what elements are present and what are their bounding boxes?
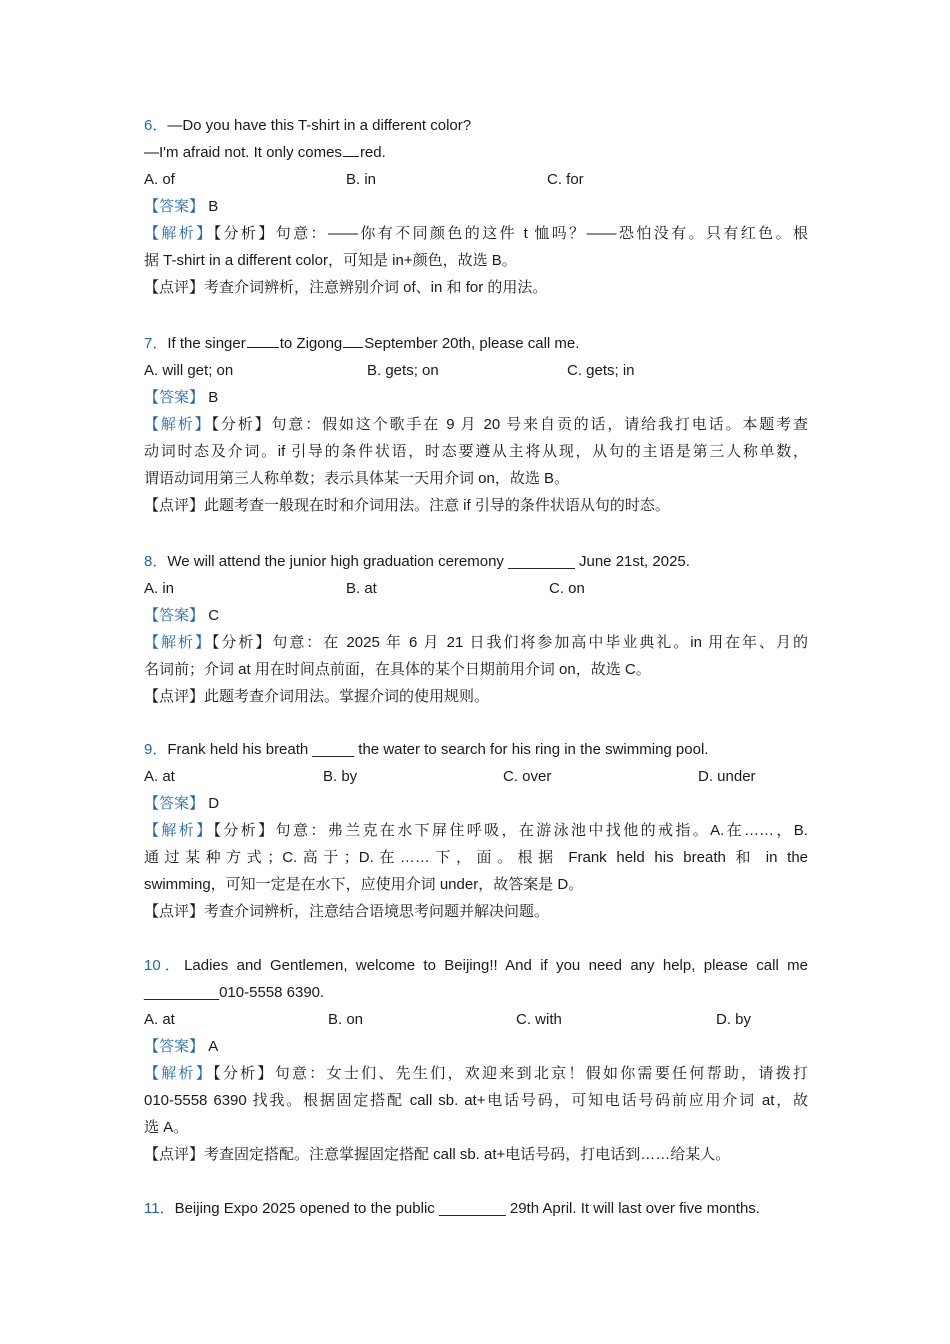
analysis-line: 通过某种方式；C.高于；D.在……下，面。根据 Frank held his breath 和 in the [144, 849, 808, 866]
analysis-line: 据 T-shirt in a different color，可知是 in+颜色，故选 B。 [144, 252, 517, 269]
question-stem: 9．Frank held his breath _____ the water to search for his ring in the swimming pool. [144, 741, 709, 758]
question-stem-line-2: —I'm afraid not. It only comes red. [144, 139, 808, 166]
question-11 [144, 1195, 808, 1222]
answer-tag: 【答案】 [144, 1038, 205, 1055]
options-row [144, 575, 808, 602]
question-number: 11． [144, 1200, 175, 1217]
analysis-line: 【解析】【分析】句意：弗兰克在水下屏住呼吸，在游泳池中找他的戒指。A.在……，B. [144, 822, 808, 839]
question-number: 7． [144, 335, 168, 352]
option-a: A. at [144, 768, 175, 785]
comment-line: 【点评】考查介词辨析，注意结合语境思考问题并解决问题。 [144, 903, 550, 920]
question-stem: 6．—Do you have this T-shirt in a different color? [144, 117, 472, 134]
answer-tag: 【答案】 [144, 389, 205, 406]
analysis-line: 【解析】【分析】句意：——你有不同颜色的这件 t 恤吗？——恐怕没有。只有红色。根 [144, 225, 808, 242]
analysis-line: 【解析】【分析】句意：在 2025 年 6 月 21 日我们将参加高中毕业典礼。in 用在年、月的 [144, 634, 808, 651]
comment-line: 【点评】考查介词辨析，注意辨别介词 of、in 和 for 的用法。 [144, 279, 548, 296]
analysis-tag: 【解析】 [144, 1065, 214, 1082]
options-row [144, 763, 808, 790]
option-b: B. in [346, 171, 377, 188]
question-8 [144, 548, 808, 710]
answer-blank [247, 332, 279, 348]
question-number: 9． [144, 741, 168, 758]
answer-blank [343, 141, 359, 157]
option-c: C. with [516, 1011, 562, 1028]
option-b: B. by [323, 768, 358, 785]
analysis-line: 【解析】【分析】句意：女士们、先生们，欢迎来到北京！假如你需要任何帮助，请拨打 [144, 1065, 808, 1082]
answer-line [144, 602, 808, 629]
option-b: B. on [328, 1011, 364, 1028]
comment-line: 【点评】此题考查介词用法。掌握介词的使用规则。 [144, 688, 490, 705]
answer-tag: 【答案】 [144, 198, 205, 215]
options-row [144, 166, 808, 193]
analysis-line: 010-5558 6390 找我。根据固定搭配 call sb. at+电话号码，可知电话号码前应用介词 at，故 [144, 1092, 808, 1109]
analysis-line: 谓语动词用第三人称单数；表示具体某一天用介词 on，故选 B。 [144, 470, 570, 487]
answer-line [144, 1033, 808, 1060]
option-d: D. by [716, 1011, 752, 1028]
analysis-line: 名词前；介词 at 用在时间点前面，在具体的某个日期前用介词 on，故选 C。 [144, 661, 651, 678]
option-a: A. in [144, 580, 175, 597]
analysis-line: 【解析】【分析】句意：假如这个歌手在 9 月 20 号来自贡的话，请给我打电话。本题考查 [144, 416, 808, 433]
answer-tag: 【答案】 [144, 795, 205, 812]
answer-line [144, 193, 808, 220]
question-10 [144, 952, 808, 1168]
answer-value: B [208, 198, 219, 215]
analysis-tag: 【解析】 [144, 822, 214, 839]
option-a: A. at [144, 1011, 175, 1028]
analysis-tag: 【解析】 [144, 225, 214, 242]
question-number: 10． [144, 957, 185, 974]
answer-value: C [208, 607, 220, 624]
question-7 [144, 330, 808, 519]
option-c: C. gets; in [567, 362, 635, 379]
options-row [144, 357, 808, 384]
options-row [144, 1006, 808, 1033]
question-9 [144, 736, 808, 925]
question-stem: 11．Beijing Expo 2025 opened to the public ________ 29th April. It will last over five months. [144, 1200, 760, 1217]
analysis-line: swimming，可知一定是在水下，应使用介词 under，故答案是 D。 [144, 876, 584, 893]
question-stem: 8．We will attend the junior high graduation ceremony ________ June 21st, 2025. [144, 553, 690, 570]
option-c: C. over [503, 768, 552, 785]
answer-blank [343, 332, 363, 348]
option-a: A. will get; on [144, 362, 234, 379]
analysis-tag: 【解析】 [144, 416, 212, 433]
question-6 [144, 112, 808, 301]
question-stem: 10．Ladies and Gentlemen, welcome to Beijing!! And if you need any help, please call me [144, 957, 808, 974]
answer-line [144, 790, 808, 817]
option-d: D. under [698, 768, 756, 785]
option-b: B. gets; on [367, 362, 439, 379]
answer-line [144, 384, 808, 411]
analysis-line: 选 A。 [144, 1119, 189, 1136]
analysis-tag: 【解析】 [144, 634, 212, 651]
question-stem: 7．If the singer to Zigong September 20th, please call me. [144, 330, 808, 357]
comment-line: 【点评】考查固定搭配。注意掌握固定搭配 call sb. at+电话号码，打电话到……给某人。 [144, 1146, 731, 1163]
option-c: C. for [547, 171, 584, 188]
analysis-line: 动词时态及介词。if 引导的条件状语，时态要遵从主将从现，从句的主语是第三人称单数， [144, 443, 808, 460]
answer-value: A [208, 1038, 219, 1055]
question-number: 8． [144, 553, 168, 570]
answer-value: B [208, 389, 219, 406]
question-number: 6． [144, 117, 168, 134]
option-b: B. at [346, 580, 377, 597]
question-stem-line-2: _________010-5558 6390. [144, 984, 325, 1001]
option-c: C. on [549, 580, 585, 597]
option-a: A. of [144, 171, 175, 188]
answer-tag: 【答案】 [144, 607, 205, 624]
answer-value: D [208, 795, 220, 812]
comment-line: 【点评】此题考查一般现在时和介词用法。注意 if 引导的条件状语从句的时态。 [144, 497, 670, 514]
